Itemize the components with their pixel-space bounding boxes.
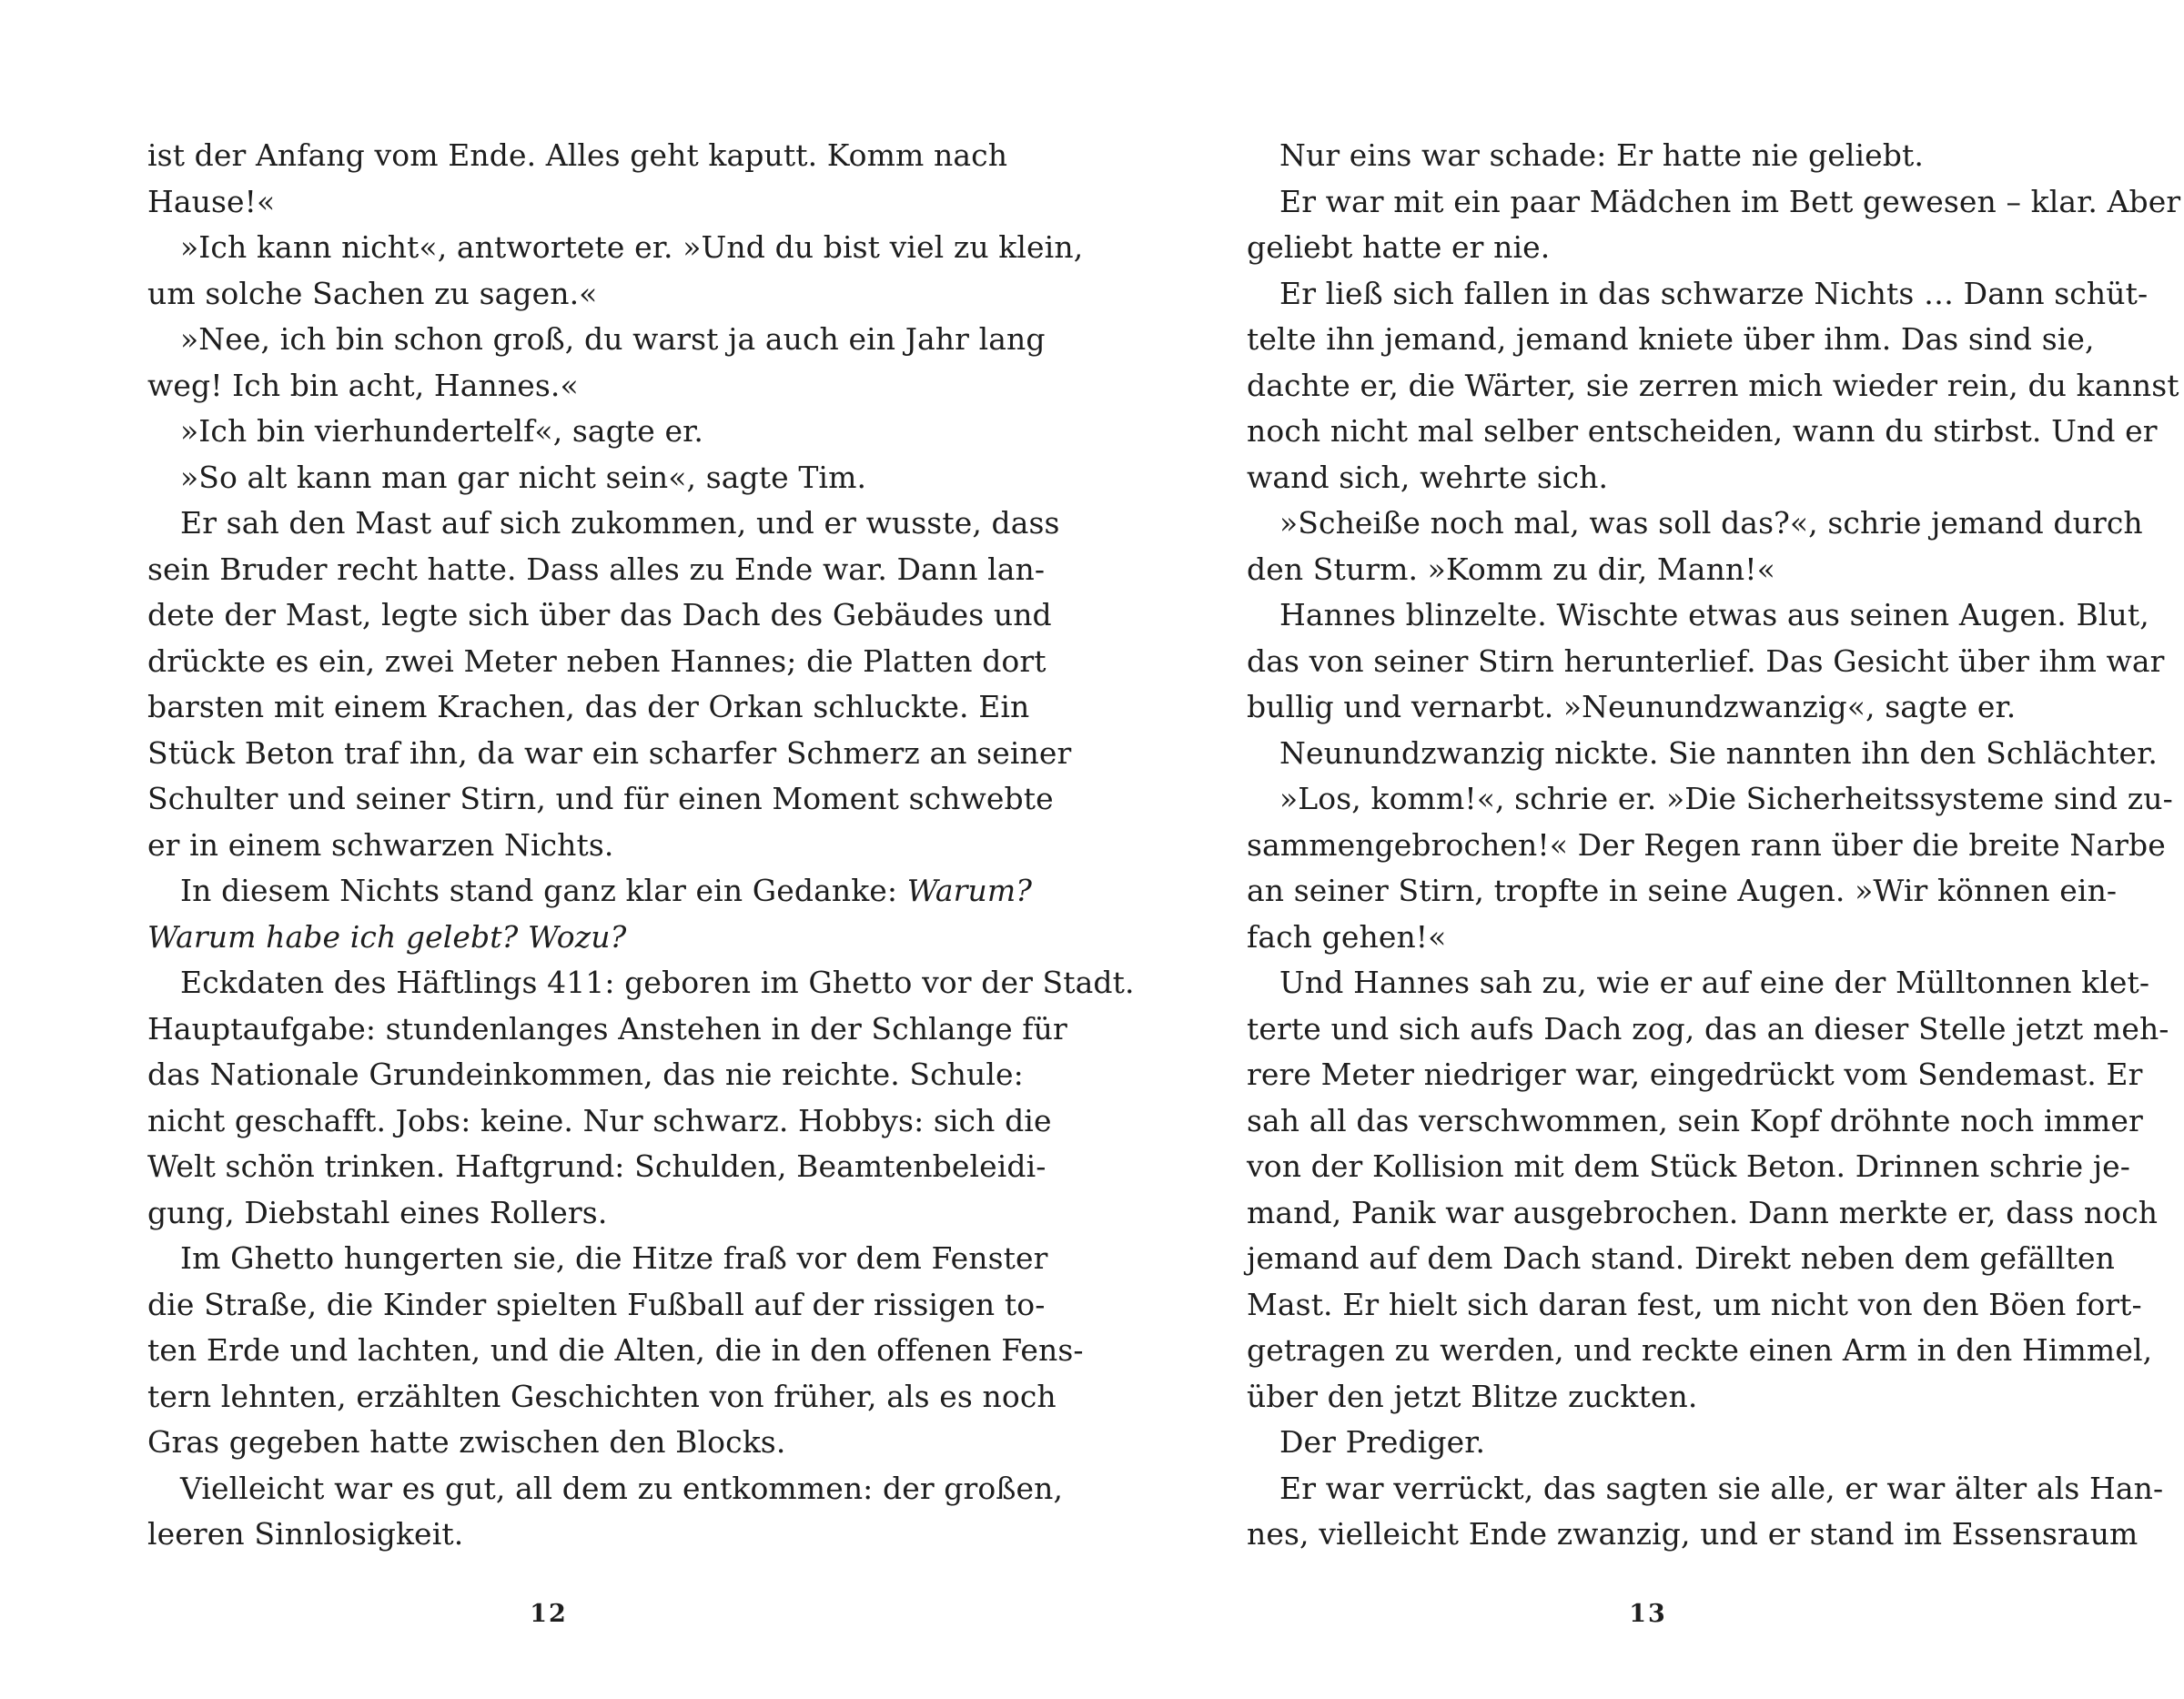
text-line-content: tern lehnten, erzählten Geschichten von früher, als es noch xyxy=(147,1378,1057,1414)
text-line xyxy=(147,731,1072,777)
text-line-content: geliebt hatte er nie. xyxy=(1247,229,1551,265)
text-line-content: gung, Diebstahl eines Rollers. xyxy=(147,1194,608,1230)
text-line-content: den Sturm. »Komm zu dir, Mann!« xyxy=(1247,551,1775,587)
text-line-content: das von seiner Stirn herunterlief. Das Gesicht über ihm war xyxy=(1247,642,2165,679)
text-line-content: wand sich, wehrte sich. xyxy=(1247,459,1609,495)
text-line-content: barsten mit einem Krachen, das der Orkan schluckte. Ein xyxy=(147,689,1030,724)
text-line-content: sah all das verschwommen, sein Kopf dröhnte noch immer xyxy=(1247,1102,2143,1138)
text-line xyxy=(1247,731,2158,777)
text-line-content: leeren Sinnlosigkeit. xyxy=(147,1516,464,1552)
text-line-content: Der Prediger. xyxy=(1279,1424,1486,1460)
text-line-content: um solche Sachen zu sagen.« xyxy=(147,275,598,311)
text-line-content: jemand auf dem Dach stand. Direkt neben dem gefällten xyxy=(1247,1240,2115,1276)
text-line xyxy=(1247,1236,2115,1282)
text-line-content: In diesem Nichts stand ganz klar ein Gedanke: xyxy=(180,873,907,908)
text-line xyxy=(1247,1420,2066,1466)
text-line-content: das Nationale Grundeinkommen, das nie reichte. Schule: xyxy=(147,1057,1024,1092)
text-line xyxy=(147,501,1060,547)
text-line-content: Hannes blinzelte. Wischte etwas aus seinen Augen. Blut, xyxy=(1279,597,2149,632)
text-line-content: ten Erde und lachten, und die Alten, die in den offenen Fens- xyxy=(147,1332,1084,1368)
text-line xyxy=(147,1282,1046,1329)
text-line xyxy=(1247,1190,2159,1237)
text-line-content: Warum habe ich gelebt? Wozu? xyxy=(147,918,627,955)
text-line-content: an seiner Stirn, tropfte in seine Augen. »Wir können ein- xyxy=(1247,873,2118,908)
text-line-content: Nur eins war schade: Er hatte nie geliebt. xyxy=(1279,137,1924,173)
text-line xyxy=(1247,501,2143,547)
text-line xyxy=(1247,823,2166,869)
text-line-content: Er war verrückt, das sagten sie alle, er war älter als Han- xyxy=(1279,1470,2164,1506)
text-line-content: »So alt kann man gar nicht sein«, sagte Tim. xyxy=(180,459,867,495)
text-line xyxy=(1247,639,2165,685)
text-line-content: getragen zu werden, und reckte einen Arm in den Himmel, xyxy=(1247,1332,2153,1368)
right-page-text xyxy=(1247,133,2181,1558)
text-line-content: bullig und vernarbt. »Neunundzwanzig«, sagte er. xyxy=(1247,689,2017,724)
text-line xyxy=(147,133,1008,179)
text-line xyxy=(147,776,1054,823)
text-line xyxy=(147,915,966,961)
text-line-content: weg! Ich bin acht, Hannes.« xyxy=(147,367,579,403)
text-line-content: rere Meter niedriger war, eingedrückt vom Sendemast. Er xyxy=(1247,1057,2143,1092)
text-line xyxy=(147,684,1030,731)
text-line xyxy=(147,1144,1046,1190)
text-line-content: Hauptaufgabe: stundenlanges Anstehen in der Schlange für xyxy=(147,1010,1067,1047)
text-line-content: Stück Beton traf ihn, da war ein scharfer Schmerz an seiner xyxy=(147,734,1072,771)
text-line-content: Schulter und seiner Stirn, und für einen Moment schwebte xyxy=(147,781,1054,816)
text-line xyxy=(1247,1006,2169,1053)
text-line-content: nes, vielleicht Ende zwanzig, und er stand im Essensraum xyxy=(1247,1516,2138,1552)
text-line-content: Hause!« xyxy=(147,183,276,219)
text-line xyxy=(147,823,966,869)
text-line xyxy=(1247,960,2150,1006)
text-line xyxy=(1247,592,2149,639)
text-line-content: »Scheiße noch mal, was soll das?«, schrie jemand durch xyxy=(1279,505,2143,541)
text-line xyxy=(147,317,1046,363)
text-line xyxy=(147,455,966,501)
text-line xyxy=(147,1236,1048,1282)
text-line-content: die Straße, die Kinder spielten Fußball auf der rissigen to- xyxy=(147,1286,1046,1322)
text-line-content: nicht geschafft. Jobs: keine. Nur schwarz. Hobbys: sich die xyxy=(147,1102,1052,1138)
text-line xyxy=(147,1328,1084,1374)
text-line-content: »Ich bin vierhundertelf«, sagte er. xyxy=(180,413,703,449)
text-line-content: Neunundzwanzig nickte. Sie nannten ihn den Schlächter. xyxy=(1279,734,2158,771)
text-line xyxy=(147,225,1084,271)
text-line xyxy=(147,1374,1057,1421)
text-line-content: dachte er, die Wärter, sie zerren mich wieder rein, du kannst xyxy=(1247,367,2179,403)
text-line xyxy=(147,271,966,318)
text-line-content: Mast. Er hielt sich daran fest, um nicht von den Böen fort- xyxy=(1247,1286,2142,1322)
text-line xyxy=(147,868,1033,915)
text-line-content: Er sah den Mast auf sich zukommen, und er wusste, dass xyxy=(180,505,1060,541)
text-line-content: sein Bruder recht hatte. Dass alles zu Ende war. Dann lan- xyxy=(147,551,1046,587)
text-line-content: er in einem schwarzen Nichts. xyxy=(147,826,614,863)
text-line xyxy=(147,1052,1024,1098)
text-line xyxy=(1247,1282,2142,1329)
text-line xyxy=(147,547,1046,593)
text-line-content: Vielleicht war es gut, all dem zu entkommen: der großen, xyxy=(180,1470,1064,1506)
text-line-content: Welt schön trinken. Haftgrund: Schulden, Beamtenbeleidi- xyxy=(147,1148,1046,1184)
text-line-content: Gras gegeben hatte zwischen den Blocks. xyxy=(147,1424,786,1460)
text-line xyxy=(1247,1052,2143,1098)
text-line-content: mand, Panik war ausgebrochen. Dann merkte er, dass noch xyxy=(1247,1194,2159,1230)
text-line xyxy=(147,179,966,226)
text-line xyxy=(1247,363,2179,410)
text-line-italic: Warum? xyxy=(906,873,1033,908)
text-line xyxy=(147,960,1135,1006)
text-line-content: von der Kollision mit dem Stück Beton. Drinnen schrie je- xyxy=(1247,1148,2131,1184)
text-line xyxy=(1247,1512,2138,1558)
text-line-content: sammengebrochen!« Der Regen rann über die breite Narbe xyxy=(1247,826,2166,863)
text-line-content: noch nicht mal selber entscheiden, wann du stirbst. Und er xyxy=(1247,413,2158,449)
page-number-left: 12 xyxy=(530,1600,568,1628)
text-line xyxy=(1247,776,2173,823)
text-line xyxy=(147,1190,966,1237)
text-line xyxy=(1247,1374,2066,1421)
text-line-content: Im Ghetto hungerten sie, die Hitze fraß vor dem Fenster xyxy=(180,1240,1048,1276)
text-line-content: »Los, komm!«, schrie er. »Die Sicherheitssysteme sind zu- xyxy=(1279,781,2173,816)
text-line-content: »Ich kann nicht«, antwortete er. »Und du bist viel zu klein, xyxy=(180,229,1084,265)
text-line xyxy=(1247,317,2095,363)
text-line xyxy=(147,1098,1052,1145)
text-line xyxy=(147,1512,966,1558)
text-line xyxy=(147,409,966,455)
text-line-content: Eckdaten des Häftlings 411: geboren im Ghetto vor der Stadt. xyxy=(180,965,1135,1000)
text-line xyxy=(1247,1144,2131,1190)
text-line-content: dete der Mast, legte sich über das Dach des Gebäudes und xyxy=(147,597,1052,632)
text-line xyxy=(1247,271,2149,318)
text-line xyxy=(147,363,966,410)
text-line xyxy=(147,592,1052,639)
text-line xyxy=(1247,455,2066,501)
text-line-content: Er ließ sich fallen in das schwarze Nichts … Dann schüt- xyxy=(1279,275,2149,311)
text-line xyxy=(1247,409,2158,455)
text-line xyxy=(1247,179,2181,226)
text-line xyxy=(1247,133,2066,179)
text-line xyxy=(1247,1328,2153,1374)
text-line xyxy=(1247,684,2066,731)
text-line xyxy=(147,1466,1064,1512)
text-line xyxy=(1247,1098,2143,1145)
text-line-content: Und Hannes sah zu, wie er auf eine der Mülltonnen klet- xyxy=(1279,965,2150,1000)
text-line xyxy=(147,639,1046,685)
text-line-content: terte und sich aufs Dach zog, das an dieser Stelle jetzt meh- xyxy=(1247,1010,2169,1047)
page-number-right: 13 xyxy=(1629,1600,1667,1628)
text-line xyxy=(1247,547,2066,593)
text-line xyxy=(1247,868,2118,915)
text-line-content: fach gehen!« xyxy=(1247,918,1447,955)
text-line xyxy=(147,1006,1067,1053)
text-line xyxy=(1247,225,2066,271)
text-line-content: über den jetzt Blitze zuckten. xyxy=(1247,1378,1698,1414)
text-line xyxy=(147,1420,966,1466)
text-line-content: drückte es ein, zwei Meter neben Hannes; die Platten dort xyxy=(147,642,1046,679)
text-line-content: »Nee, ich bin schon groß, du warst ja auch ein Jahr lang xyxy=(180,321,1046,357)
text-line xyxy=(1247,1466,2164,1512)
left-page-text xyxy=(147,133,1135,1558)
text-line-content: telte ihn jemand, jemand kniete über ihm. Das sind sie, xyxy=(1247,321,2095,357)
text-line-content: ist der Anfang vom Ende. Alles geht kaputt. Komm nach xyxy=(147,137,1008,173)
text-line-content: Er war mit ein paar Mädchen im Bett gewesen – klar. Aber xyxy=(1279,183,2181,219)
text-line xyxy=(1247,915,2066,961)
